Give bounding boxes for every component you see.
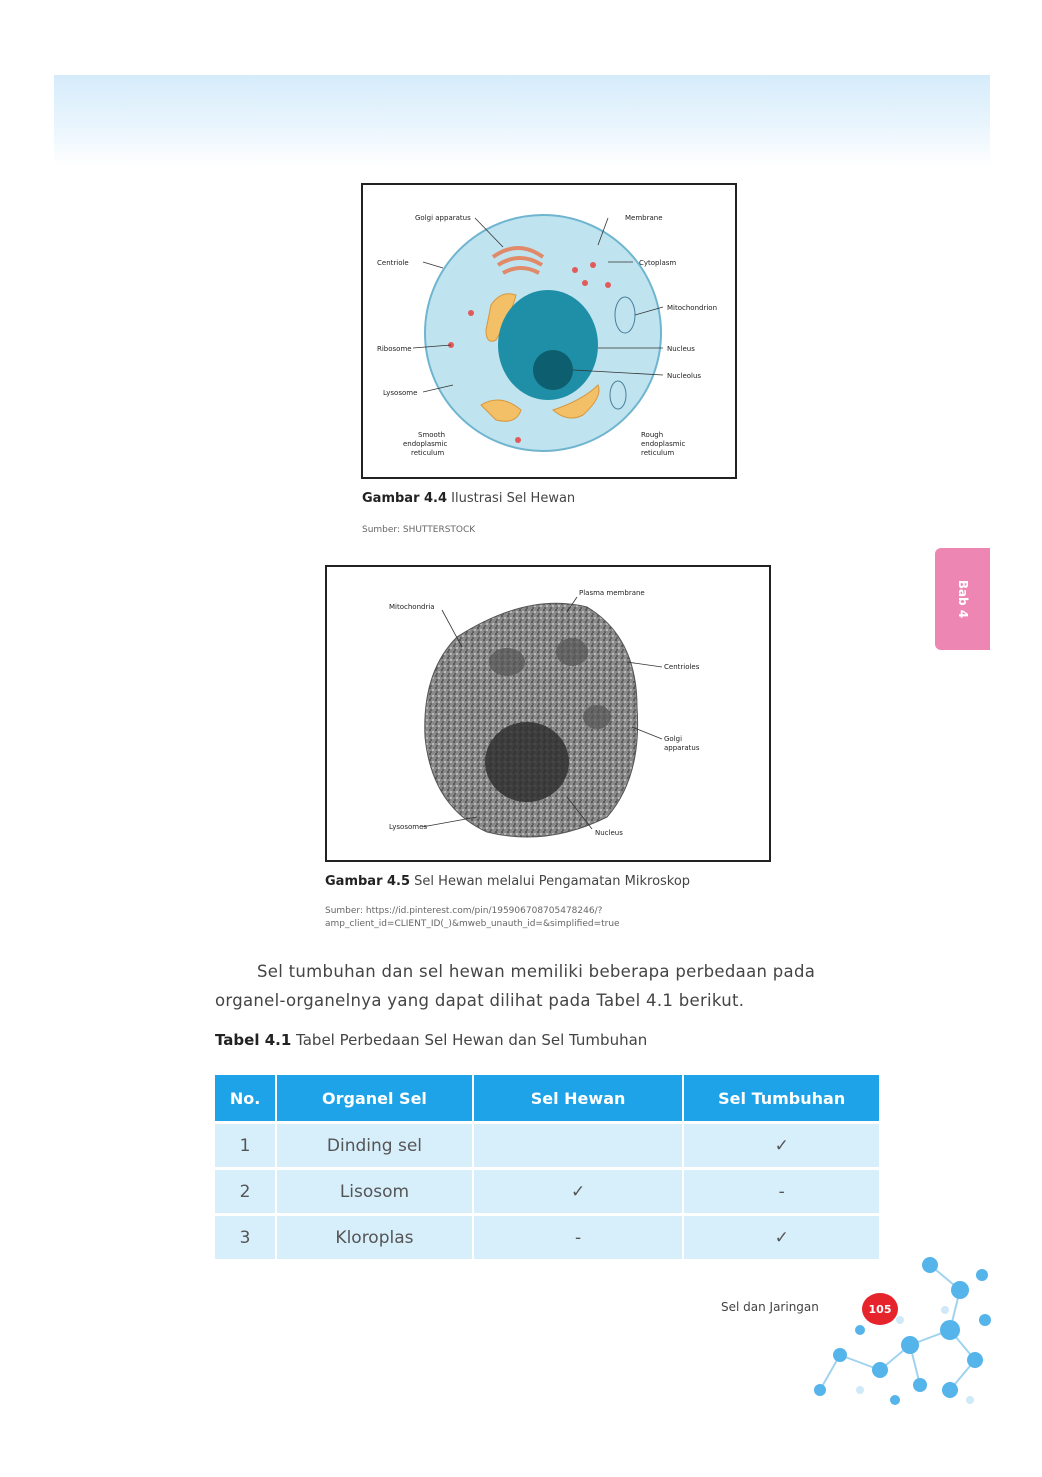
label-golgi2-2: apparatus — [664, 744, 700, 752]
label-nucleus: Nucleus — [667, 345, 695, 353]
molecule-decoration — [800, 1250, 995, 1410]
animal-cell-illustration — [361, 183, 737, 479]
table-caption: Tabel 4.1 Tabel Perbedaan Sel Hewan dan Sel Tumbuhan — [215, 1031, 648, 1049]
cell: ✓ — [684, 1216, 879, 1262]
cell: 3 — [215, 1216, 275, 1262]
figure1-source: Sumber: SHUTTERSTOCK — [362, 525, 476, 535]
label-rough-er-1: Rough — [641, 431, 664, 439]
label-centrioles: Centrioles — [664, 663, 700, 671]
label-cytoplasm: Cytoplasm — [639, 259, 677, 267]
header-sel-tumbuhan: Sel Tumbuhan — [684, 1075, 879, 1124]
label-smooth-er-2: endoplasmic — [403, 440, 448, 448]
cell: ✓ — [684, 1124, 879, 1170]
comparison-table — [213, 1075, 881, 1262]
header-organel: Organel Sel — [277, 1075, 472, 1124]
body-paragraph: Sel tumbuhan dan sel hewan memiliki beberapa perbedaan pada organel-organelnya yang dapat dilihat pada Tabel 4.1 berikut. — [215, 962, 816, 1010]
label-plasma-membrane: Plasma membrane — [579, 589, 645, 597]
figure1-caption: Gambar 4.4 Ilustrasi Sel Hewan — [362, 491, 576, 506]
label-membrane: Membrane — [625, 214, 663, 222]
cell: Dinding sel — [277, 1124, 472, 1170]
header-sel-hewan: Sel Hewan — [474, 1075, 683, 1124]
label-mitochondria: Mitochondria — [389, 603, 435, 611]
label-mitochondrion: Mitochondrion — [667, 304, 718, 312]
chapter-side-tab: Bab 4 — [935, 548, 990, 650]
table-row — [215, 1216, 879, 1262]
table-row — [215, 1170, 879, 1216]
microscope-cell-image — [325, 565, 771, 862]
cell: - — [474, 1216, 683, 1262]
label-rough-er-2: endoplasmic — [641, 440, 686, 448]
table-header-row — [215, 1075, 879, 1124]
cell: 1 — [215, 1124, 275, 1170]
cell: Lisosom — [277, 1170, 472, 1216]
label-lysosomes: Lysosomes — [389, 823, 428, 831]
figure2-source: Sumber: https://id.pinterest.com/pin/195906708705478246/?amp_client_id=CLIENT_ID(_)&mweb_unauth_id=&simplified=true — [325, 906, 620, 929]
cell: 2 — [215, 1170, 275, 1216]
table-row — [215, 1124, 879, 1170]
label-lysosome: Lysosome — [383, 389, 418, 397]
label-golgi2-1: Golgi — [664, 735, 683, 743]
label-golgi: Golgi apparatus — [415, 214, 471, 222]
footer-chapter-title: Sel dan Jaringan — [721, 1300, 819, 1314]
label-nucleolus: Nucleolus — [667, 372, 702, 380]
figure2-caption: Gambar 4.5 Sel Hewan melalui Pengamatan Mikroskop — [325, 874, 691, 889]
label-nucleus2: Nucleus — [595, 829, 623, 837]
label-rough-er-3: reticulum — [641, 449, 675, 457]
cell — [474, 1124, 683, 1170]
label-smooth-er-1: Smooth — [418, 431, 446, 439]
cell: - — [684, 1170, 879, 1216]
cell: ✓ — [474, 1170, 683, 1216]
label-smooth-er-3: reticulum — [411, 449, 445, 457]
label-ribosome: Ribosome — [377, 345, 412, 353]
cell: Kloroplas — [277, 1216, 472, 1262]
header-no: No. — [215, 1075, 275, 1124]
header-band — [54, 75, 990, 167]
label-centriole: Centriole — [377, 259, 409, 267]
page-number-badge: 105 — [862, 1293, 898, 1325]
